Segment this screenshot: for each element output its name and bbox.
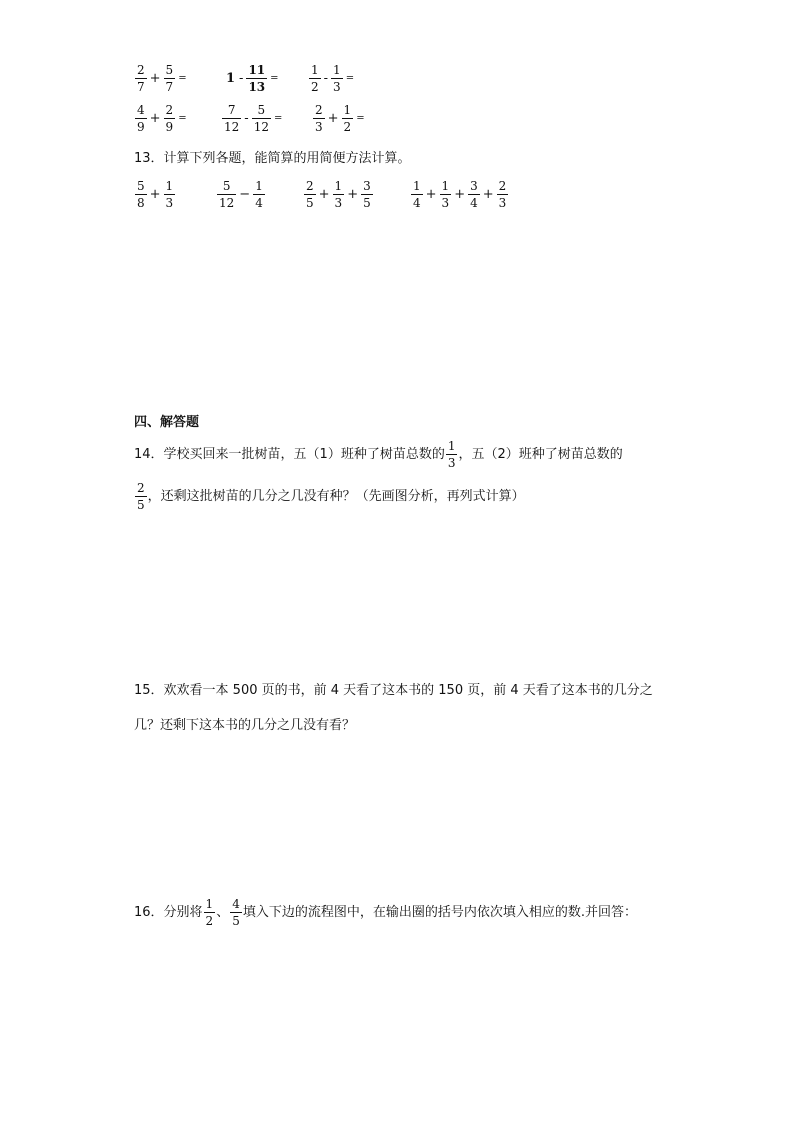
q13-expr-1-operator: + xyxy=(149,187,161,202)
denominator: 3 xyxy=(333,80,341,94)
expr-r2c3-operator: + xyxy=(327,111,339,126)
denominator: 4 xyxy=(470,196,478,210)
numerator: 2 xyxy=(165,103,174,117)
numerator: 3 xyxy=(363,179,371,193)
expr-r1c1-fraction xyxy=(164,64,176,93)
q13-expr-4-fraction xyxy=(497,180,509,209)
q13-expr-4-fraction xyxy=(411,180,423,209)
q13-expr-3-fraction xyxy=(304,180,316,209)
denominator: 3 xyxy=(441,196,450,210)
q13-expr-3 xyxy=(303,180,374,209)
numerator: 2 xyxy=(315,103,323,117)
q14-part3: ，还剩这批树苗的几分之几没有种？（先画图分析，再列式计算） xyxy=(147,489,525,504)
q13-expr-3-operator: + xyxy=(318,187,330,202)
expr-r1c1-fraction xyxy=(135,64,147,93)
expr-r2c1-fraction xyxy=(164,104,176,133)
numerator: 5 xyxy=(222,179,231,193)
q13-expr-4-fraction xyxy=(468,180,480,209)
expr-r1c3-operator: - xyxy=(323,71,329,86)
expr-r2c3-fraction xyxy=(342,104,354,133)
expr-r2c1-fraction xyxy=(135,104,147,133)
expr-r2c3-operator: = xyxy=(356,113,365,124)
numerator: 5 xyxy=(165,63,174,77)
q16-frac2-denominator: 5 xyxy=(232,914,240,928)
q14-frac1-numerator: 1 xyxy=(447,439,456,453)
denominator: 4 xyxy=(255,196,263,210)
denominator: 5 xyxy=(363,196,371,210)
expr-r2c3-fraction xyxy=(313,104,325,133)
denominator: 7 xyxy=(165,80,174,94)
numerator: 1 xyxy=(413,179,421,193)
q16-part2: 填入下边的流程图中，在输出圈的括号内依次填入相应的数.并回答： xyxy=(242,905,637,920)
expr-r2c2 xyxy=(221,104,284,133)
numerator: 2 xyxy=(306,179,314,193)
q14-frac2-numerator: 2 xyxy=(137,481,145,495)
q13-expr-3-operator: + xyxy=(347,187,359,202)
denominator: 7 xyxy=(137,80,145,94)
expr-r2c3 xyxy=(312,104,367,133)
numerator: 5 xyxy=(137,179,145,193)
numerator: 1 xyxy=(333,63,341,77)
q16-frac1-numerator: 1 xyxy=(205,897,214,911)
expr-r1c3-fraction xyxy=(331,64,343,93)
denominator: 2 xyxy=(343,120,352,134)
question-13-text: 13．计算下列各题，能简算的用简便方法计算。 xyxy=(134,151,411,166)
denominator: 3 xyxy=(165,196,174,210)
q13-expr-2-fraction xyxy=(253,180,265,209)
q13-expr-1-fraction xyxy=(164,180,176,209)
expr-r1c2 xyxy=(224,64,281,93)
q16-separator: 、 xyxy=(216,905,230,920)
expr-r1c1-operator: = xyxy=(178,73,187,84)
q16-frac2-numerator: 4 xyxy=(232,897,240,911)
numerator: 1 xyxy=(334,179,343,193)
numerator: 1 xyxy=(255,179,263,193)
question-15-line1: 15．欢欢看一本 500 页的书，前 4 天看了这本书的 150 页，前 4 天看了这本书的几分之 xyxy=(134,683,653,698)
numerator: 4 xyxy=(137,103,145,117)
q13-expr-4-operator: + xyxy=(482,187,494,202)
q14-frac2-denominator: 5 xyxy=(137,498,145,512)
numerator: 2 xyxy=(498,179,507,193)
expr-r2c2-operator: - xyxy=(244,111,249,126)
expr-r1c1 xyxy=(134,64,189,93)
q13-expr-4 xyxy=(410,180,509,209)
q13-expr-3-fraction xyxy=(333,180,345,209)
denominator: 3 xyxy=(315,120,323,134)
denominator: 13 xyxy=(248,80,266,94)
expr-r2c2-fraction xyxy=(222,104,241,133)
question-14-line2 xyxy=(134,482,525,511)
q13-expr-1-fraction xyxy=(135,180,147,209)
q13-expr-3-fraction xyxy=(361,180,373,209)
numerator: 2 xyxy=(137,63,145,77)
denominator: 8 xyxy=(137,196,145,210)
numerator: 1 xyxy=(311,63,319,77)
q13-expr-4-operator: + xyxy=(454,187,466,202)
question-16-line xyxy=(134,898,637,927)
q13-expr-2-operator: − xyxy=(239,187,251,202)
numerator: 3 xyxy=(470,179,478,193)
expr-r1c3 xyxy=(308,64,356,93)
q13-expr-2-fraction xyxy=(217,180,236,209)
q14-part1: 14．学校买回来一批树苗，五（1）班种了树苗总数的 xyxy=(134,447,445,462)
expr-r1c2-operator: - xyxy=(239,71,244,86)
expr-r1c3-fraction xyxy=(309,64,321,93)
expr-r2c1-operator: = xyxy=(178,113,187,124)
expr-r2c2-operator: = xyxy=(273,113,283,124)
expr-r1c2-whole-number: 1 xyxy=(226,71,236,86)
numerator: 1 xyxy=(343,103,352,117)
denominator: 2 xyxy=(311,80,319,94)
denominator: 5 xyxy=(306,196,314,210)
denominator: 9 xyxy=(165,120,174,134)
q16-fraction-1 xyxy=(204,898,216,927)
denominator: 3 xyxy=(334,196,343,210)
expr-r1c2-fraction xyxy=(246,64,267,93)
q14-fraction-2 xyxy=(135,482,147,511)
q13-expr-4-operator: + xyxy=(425,187,437,202)
section-heading: 四、解答题 xyxy=(134,415,200,430)
q14-frac1-denominator: 3 xyxy=(447,456,456,470)
denominator: 9 xyxy=(137,120,145,134)
denominator: 3 xyxy=(498,196,507,210)
q13-expr-4-fraction xyxy=(440,180,452,209)
q14-part2: ，五（2）班种了树苗总数的 xyxy=(458,447,623,462)
denominator: 12 xyxy=(219,196,235,210)
denominator: 4 xyxy=(413,196,421,210)
denominator: 12 xyxy=(253,120,269,134)
expr-r1c1-operator: + xyxy=(149,71,161,86)
q16-part1: 16．分别将 xyxy=(134,905,203,920)
question-14-line1 xyxy=(134,440,623,469)
expr-r2c2-fraction xyxy=(252,104,271,133)
q13-expr-2 xyxy=(216,180,266,209)
numerator: 1 xyxy=(165,179,174,193)
q16-fraction-2 xyxy=(230,898,242,927)
numerator: 5 xyxy=(257,103,266,117)
numerator: 1 xyxy=(441,179,450,193)
q14-fraction-1 xyxy=(446,440,458,469)
expr-r1c3-operator: = xyxy=(345,73,355,84)
expr-r1c2-operator: = xyxy=(270,73,279,84)
q16-frac1-denominator: 2 xyxy=(205,914,214,928)
numerator: 7 xyxy=(227,103,236,117)
expr-r2c1 xyxy=(134,104,189,133)
denominator: 12 xyxy=(224,120,240,134)
question-15-line2: 几？还剩下这本书的几分之几没有看？ xyxy=(134,718,356,733)
expr-r2c1-operator: + xyxy=(149,111,161,126)
q13-expr-1 xyxy=(134,180,176,209)
numerator: 11 xyxy=(248,63,266,77)
